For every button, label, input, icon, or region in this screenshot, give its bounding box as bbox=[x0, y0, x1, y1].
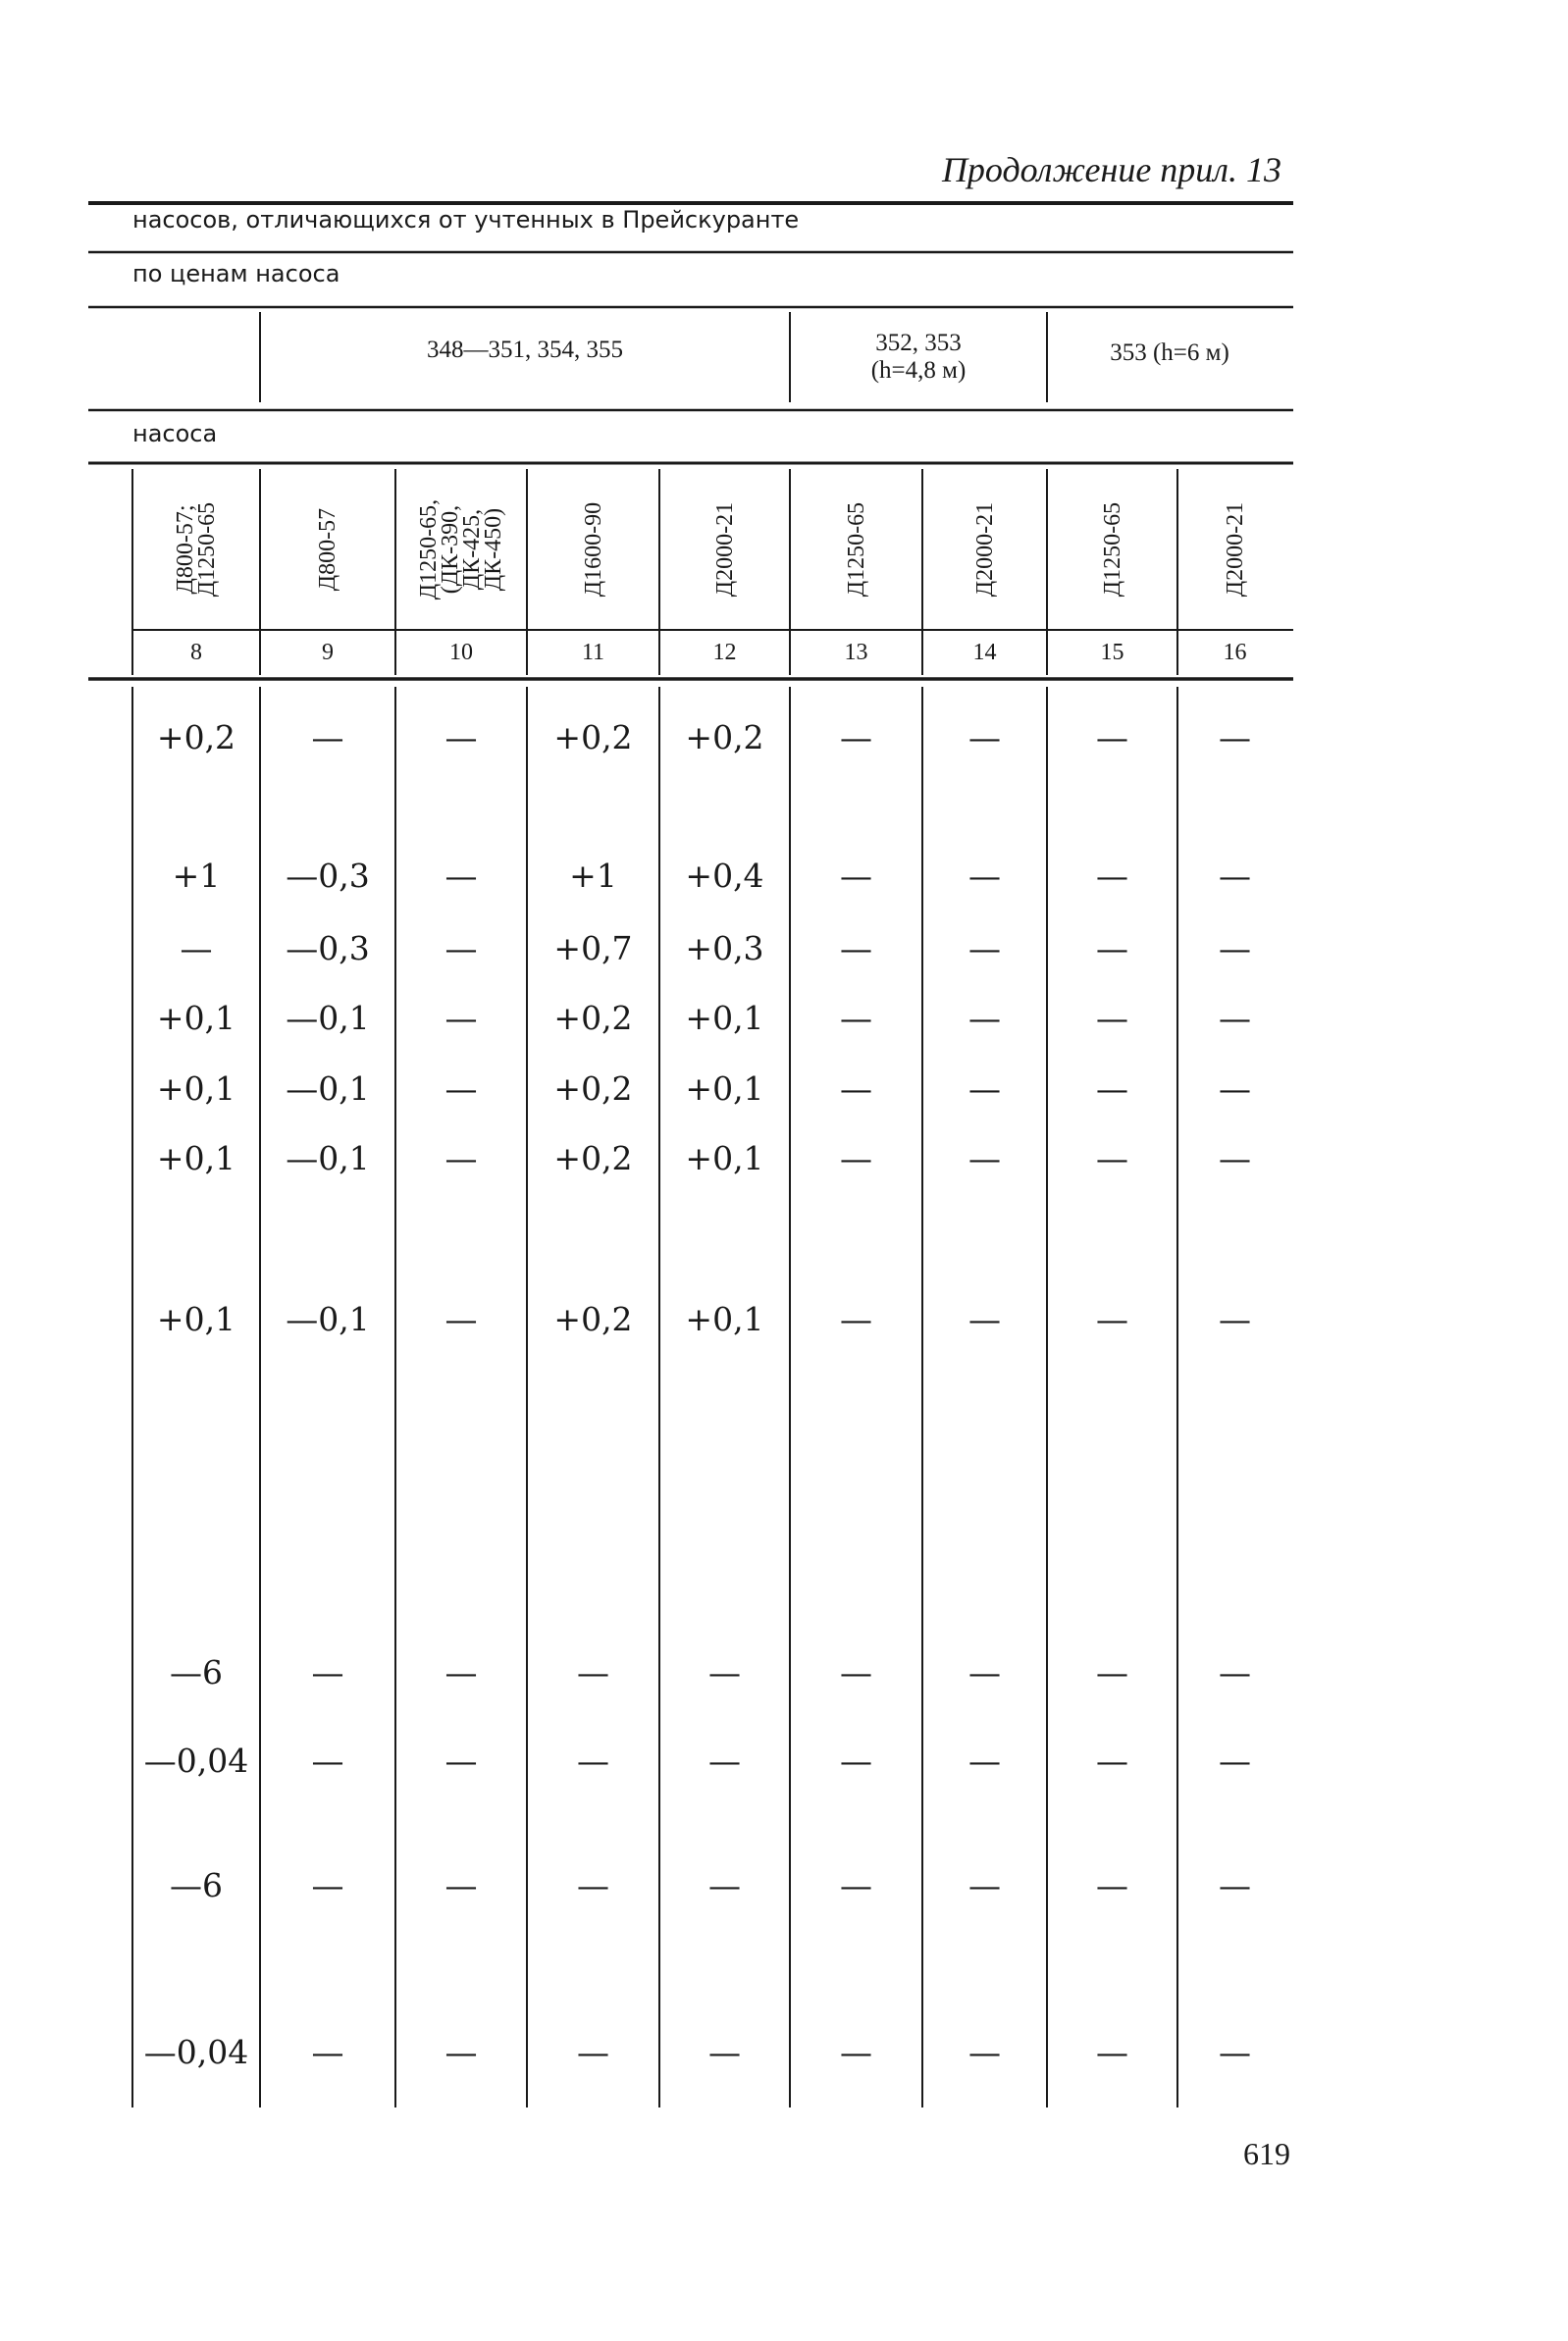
table-cell: — bbox=[968, 1300, 1001, 1338]
table-cell: — bbox=[1096, 929, 1128, 967]
table-cell: +0,3 bbox=[685, 929, 764, 967]
table-cell: — bbox=[444, 2033, 478, 2071]
table-cell: — bbox=[1219, 999, 1251, 1037]
table-subheader: насоса bbox=[132, 420, 218, 447]
table-cell: — bbox=[840, 1653, 872, 1691]
table-cell: — bbox=[840, 929, 872, 967]
table-cell: — bbox=[708, 2033, 741, 2071]
column-header-line: Д1250-65 bbox=[843, 501, 869, 598]
table-cell: —0,04 bbox=[143, 2033, 249, 2071]
table-cell: — bbox=[311, 2033, 344, 2071]
column-header-12 bbox=[711, 466, 738, 633]
table-cell: — bbox=[840, 999, 872, 1037]
table-cell: — bbox=[708, 1742, 741, 1780]
group-header-3: 353 (h=6 м) bbox=[1110, 339, 1229, 366]
table-cell: +0,1 bbox=[156, 1300, 236, 1338]
table-cell: +0,1 bbox=[685, 1300, 764, 1338]
table-cell: — bbox=[968, 718, 1001, 756]
page-number: 619 bbox=[1243, 2136, 1290, 2171]
table-cell: —0,04 bbox=[143, 1742, 249, 1780]
table-cell: — bbox=[968, 1742, 1001, 1780]
column-header-11 bbox=[580, 466, 606, 633]
column-header-line: Д1250-65 bbox=[1099, 501, 1125, 598]
table-cell: — bbox=[1219, 1300, 1251, 1338]
table-cell: — bbox=[311, 1742, 344, 1780]
column-number: 13 bbox=[844, 640, 868, 665]
table-cell: +0,1 bbox=[685, 1069, 764, 1108]
table-cell: — bbox=[708, 1866, 741, 1904]
column-header-line: Д2000-21 bbox=[1222, 501, 1248, 598]
group-header-1: 348—351, 354, 355 bbox=[427, 337, 623, 363]
table-cell: +0,1 bbox=[156, 999, 236, 1037]
table-cell: — bbox=[444, 1742, 478, 1780]
table-cell: +0,1 bbox=[156, 1069, 236, 1108]
column-number: 15 bbox=[1100, 640, 1124, 665]
column-header-9 bbox=[317, 466, 339, 633]
table-cell: —6 bbox=[170, 1653, 223, 1691]
column-header-8 bbox=[175, 466, 218, 633]
table-cell: — bbox=[1219, 1069, 1251, 1108]
table-cell: — bbox=[444, 1866, 478, 1904]
table-cell: — bbox=[968, 1866, 1001, 1904]
column-header-line: Д1600-90 bbox=[580, 501, 606, 598]
table-cell: — bbox=[444, 1653, 478, 1691]
table-cell: +0,2 bbox=[156, 718, 236, 756]
table-cell: +0,2 bbox=[553, 999, 633, 1037]
column-header-line: ДК-425, bbox=[459, 508, 485, 591]
column-header-line: Д2000-21 bbox=[711, 501, 738, 598]
column-header-13 bbox=[843, 466, 869, 633]
table-cell: — bbox=[1219, 1742, 1251, 1780]
table-cell: — bbox=[840, 1300, 872, 1338]
table-cell: — bbox=[840, 1139, 872, 1177]
table-cell: — bbox=[577, 1742, 609, 1780]
column-header-line: Д2000-21 bbox=[971, 501, 998, 598]
table-cell: — bbox=[444, 1300, 478, 1338]
group-header-2 bbox=[790, 330, 1047, 385]
table-cell: — bbox=[180, 929, 213, 967]
table-cell: — bbox=[1219, 1139, 1251, 1177]
table-cell: — bbox=[1096, 1300, 1128, 1338]
table-cell: — bbox=[1096, 1866, 1128, 1904]
table-cell: — bbox=[1096, 1653, 1128, 1691]
table-cell: — bbox=[840, 1866, 872, 1904]
table-cell: — bbox=[444, 1139, 478, 1177]
table-cell: —0,1 bbox=[286, 1139, 370, 1177]
table-cell: — bbox=[840, 1069, 872, 1108]
table-cell: — bbox=[444, 929, 478, 967]
table-cell: — bbox=[1096, 1742, 1128, 1780]
table-cell: —0,1 bbox=[286, 999, 370, 1037]
column-number: 8 bbox=[190, 640, 202, 665]
column-header-14 bbox=[971, 466, 998, 633]
table-cell: +0,1 bbox=[685, 999, 764, 1037]
table-cell: — bbox=[968, 1069, 1001, 1108]
table-cell: — bbox=[1219, 1653, 1251, 1691]
table-cell: — bbox=[968, 2033, 1001, 2071]
table-cell: — bbox=[840, 857, 872, 895]
group-header-2-line-1: 352, 353 bbox=[875, 330, 962, 356]
column-header-10 bbox=[418, 466, 504, 633]
table-cell: — bbox=[1096, 718, 1128, 756]
table-cell: — bbox=[968, 857, 1001, 895]
table-caption-line-2: по ценам насоса bbox=[132, 260, 340, 287]
table-cell: — bbox=[840, 2033, 872, 2071]
table-cell: — bbox=[444, 999, 478, 1037]
column-number: 9 bbox=[322, 640, 334, 665]
table-cell: —0,1 bbox=[286, 1300, 370, 1338]
column-header-line: Д800-57; bbox=[173, 504, 198, 595]
table-cell: — bbox=[311, 1866, 344, 1904]
column-number: 12 bbox=[712, 640, 737, 665]
table-cell: — bbox=[1219, 2033, 1251, 2071]
table-cell: +0,1 bbox=[685, 1139, 764, 1177]
table-cell: — bbox=[444, 718, 478, 756]
table-cell: — bbox=[1219, 718, 1251, 756]
table-cell: +0,2 bbox=[553, 718, 633, 756]
column-header-line: Д1250-65 bbox=[194, 501, 220, 598]
column-header-line: Д800-57 bbox=[315, 507, 340, 592]
column-header-line: (ДК-390, bbox=[438, 504, 463, 595]
table-cell: — bbox=[577, 1866, 609, 1904]
table-cell: — bbox=[1096, 857, 1128, 895]
table-cell: — bbox=[1096, 2033, 1128, 2071]
table-cell: —0,3 bbox=[286, 929, 370, 967]
column-header-line: ДК-450) bbox=[481, 507, 506, 592]
column-number: 14 bbox=[972, 640, 997, 665]
table-cell: — bbox=[577, 1653, 609, 1691]
table-cell: — bbox=[968, 1653, 1001, 1691]
table-cell: — bbox=[1219, 1866, 1251, 1904]
table-cell: — bbox=[1096, 999, 1128, 1037]
table-cell: — bbox=[968, 929, 1001, 967]
table-cell: +1 bbox=[569, 857, 617, 895]
table-cell: — bbox=[444, 1069, 478, 1108]
table-cell: — bbox=[311, 718, 344, 756]
table-cell: +0,7 bbox=[553, 929, 633, 967]
group-header-2-line-2: (h=4,8 м) bbox=[870, 357, 967, 384]
table-cell: — bbox=[444, 857, 478, 895]
table-cell: +0,2 bbox=[553, 1300, 633, 1338]
table-cell: — bbox=[1096, 1069, 1128, 1108]
column-number: 16 bbox=[1223, 640, 1247, 665]
page-header: Продолжение прил. 13 bbox=[941, 150, 1281, 189]
table-cell: — bbox=[840, 1742, 872, 1780]
table-cell: — bbox=[1096, 1139, 1128, 1177]
table-caption-line-1: насосов, отличающихся от учтенных в Прейскуранте bbox=[132, 206, 800, 234]
table-cell: +0,2 bbox=[553, 1069, 633, 1108]
table-cell: — bbox=[1219, 857, 1251, 895]
table-cell: — bbox=[840, 718, 872, 756]
table-cell: +0,1 bbox=[156, 1139, 236, 1177]
table-cell: —0,3 bbox=[286, 857, 370, 895]
table-cell: +0,4 bbox=[685, 857, 764, 895]
column-number: 10 bbox=[449, 640, 473, 665]
table-cell: +0,2 bbox=[553, 1139, 633, 1177]
table-cell: +0,2 bbox=[685, 718, 764, 756]
table-cell: — bbox=[968, 999, 1001, 1037]
table-cell: — bbox=[968, 1139, 1001, 1177]
table-cell: —6 bbox=[170, 1866, 223, 1904]
column-header-16 bbox=[1222, 466, 1248, 633]
table-cell: — bbox=[577, 2033, 609, 2071]
table-cell: — bbox=[1219, 929, 1251, 967]
table-cell: — bbox=[311, 1653, 344, 1691]
table-cell: — bbox=[708, 1653, 741, 1691]
column-header-15 bbox=[1099, 466, 1125, 633]
column-number: 11 bbox=[581, 640, 605, 665]
table-cell: +1 bbox=[172, 857, 221, 895]
table-cell: —0,1 bbox=[286, 1069, 370, 1108]
column-header-line: Д1250-65, bbox=[416, 498, 442, 600]
